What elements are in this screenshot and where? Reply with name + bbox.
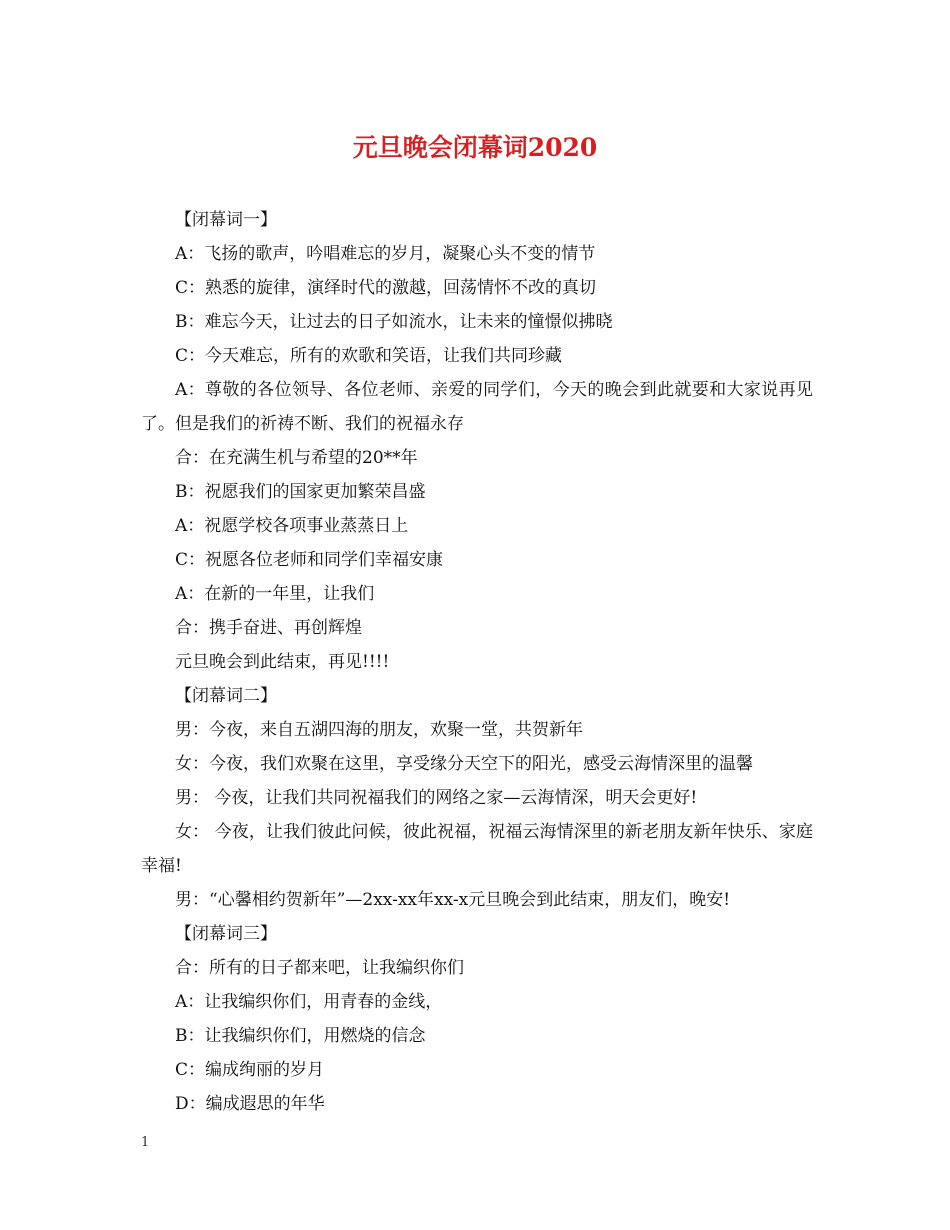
section-heading: 【闭幕词二】 <box>175 686 277 706</box>
document-body <box>141 203 813 1121</box>
paragraph: C：编成绚丽的岁月 <box>175 1060 325 1080</box>
page-number: 1 <box>141 1135 150 1150</box>
paragraph: A：祝愿学校各项事业蒸蒸日上 <box>175 516 409 536</box>
paragraph: B：让我编织你们，用燃烧的信念 <box>175 1026 426 1046</box>
paragraph: A：尊敬的各位领导、各位老师、亲爱的同学们，今天的晚会到此就要和大家说再见了。但是我们的祈祷不断、我们的祝福永存 <box>141 380 813 434</box>
paragraph: C：今天难忘，所有的欢歌和笑语，让我们共同珍藏 <box>175 346 563 366</box>
paragraph: B：祝愿我们的国家更加繁荣昌盛 <box>175 482 426 502</box>
paragraph: B：难忘今天，让过去的日子如流水，让未来的憧憬似拂晓 <box>175 312 613 332</box>
paragraph: 合：在充满生机与希望的20**年 <box>175 448 418 468</box>
paragraph: 男： 今夜，让我们共同祝福我们的网络之家—云海情深，明天会更好! <box>175 788 698 808</box>
section-heading: 【闭幕词一】 <box>175 210 277 230</box>
paragraph: 男：今夜，来自五湖四海的朋友，欢聚一堂，共贺新年 <box>175 720 583 740</box>
paragraph: 女： 今夜，让我们彼此问候，彼此祝福，祝福云海情深里的新老朋友新年快乐、家庭幸福! <box>141 822 813 876</box>
document-title: 元旦晚会闭幕词2020 <box>352 133 598 162</box>
paragraph: 女：今夜，我们欢聚在这里，享受缘分天空下的阳光，感受云海情深里的温馨 <box>175 754 753 774</box>
paragraph: 男：“心馨相约贺新年”—2xx-xx年xx-x元旦晚会到此结束，朋友们，晚安! <box>175 890 731 910</box>
section-heading: 【闭幕词三】 <box>175 924 277 944</box>
paragraph: 合：携手奋进、再创辉煌 <box>175 618 362 638</box>
paragraph: D：编成遐思的年华 <box>175 1094 325 1114</box>
paragraph: A：在新的一年里，让我们 <box>175 584 375 604</box>
paragraph: C：熟悉的旋律，演绎时代的激越，回荡情怀不改的真切 <box>175 278 597 298</box>
paragraph: A：飞扬的歌声，吟唱难忘的岁月，凝聚心头不变的情节 <box>175 244 596 264</box>
paragraph: 合：所有的日子都来吧，让我编织你们 <box>175 958 464 978</box>
paragraph: C：祝愿各位老师和同学们幸福安康 <box>175 550 444 570</box>
paragraph: 元旦晚会到此结束，再见!!!! <box>175 652 390 672</box>
paragraph: A：让我编织你们，用青春的金线， <box>175 992 443 1012</box>
